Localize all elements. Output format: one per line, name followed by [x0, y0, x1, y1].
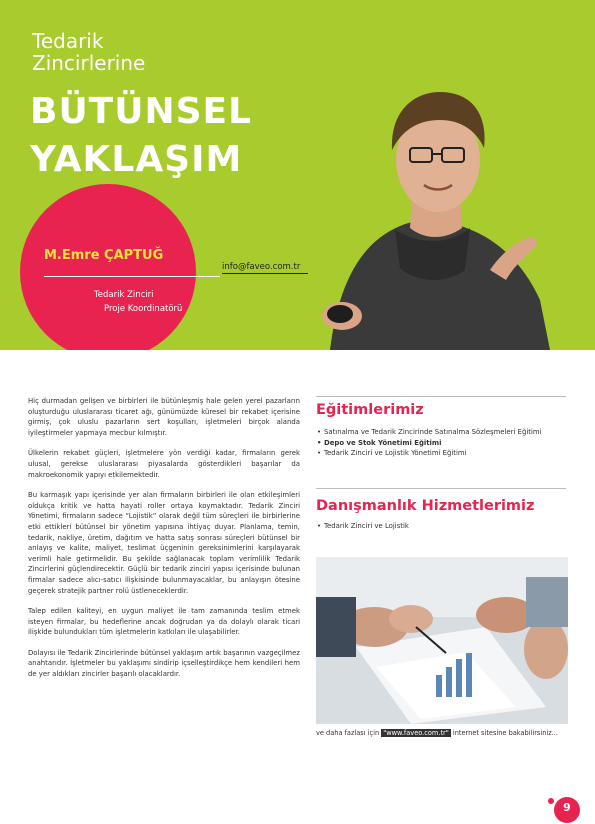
author-divider: [44, 276, 220, 277]
sidebar-top-divider: [316, 396, 566, 397]
article-paragraph: Dolayısı ile Tedarik Zincirlerinde bütünsel yaklaşım artık başarının vazgeçilmez anahtarıdır. İşletmeler bu yaklaşımı sindirip içselleştirdikçe hem kendileri hem de yer aldıkları zincirler başarılı olacaklardır.: [28, 648, 300, 679]
author-email[interactable]: info@faveo.com.tr: [222, 262, 301, 272]
author-photo: [300, 70, 560, 350]
role-line-1: Tedarik Zinciri: [94, 290, 154, 300]
more-info-prefix: ve daha fazlası için: [316, 729, 380, 737]
meeting-photo: [316, 557, 568, 724]
author-circle: [20, 184, 196, 350]
training-item[interactable]: • Depo ve Stok Yönetimi Eğitimi: [324, 439, 560, 449]
role-line-2: Proje Koordinatörü: [104, 304, 183, 314]
consulting-item[interactable]: • Tedarik Zinciri ve Lojistik: [324, 522, 560, 532]
article-paragraph: Ülkelerin rekabet güçleri, işletmelere yön verdiği kadar, firmaların gerek ulusal, gerekse uluslararası piyasalarda gösterdikleri başarılar da makroekonomik yapıyı etkilemektedir.: [28, 449, 300, 479]
training-item[interactable]: • Satınalma ve Tedarik Zincirinde Satınalma Sözleşmeleri Eğitimi: [324, 428, 560, 438]
title-line-1: BÜTÜNSEL: [30, 91, 253, 132]
training-item[interactable]: • Tedarik Zinciri ve Lojistik Yönetimi Eğitimi: [324, 449, 560, 459]
website-link[interactable]: "www.faveo.com.tr": [383, 729, 449, 737]
supertitle-line-1: Tedarik: [32, 29, 104, 53]
sidebar-mid-divider: [316, 488, 566, 489]
article-body: [28, 396, 300, 690]
email-underline: [222, 273, 308, 274]
author-name: M.Emre ÇAPTUĞ: [44, 248, 164, 263]
supertitle-line-2: Zincirlerine: [32, 51, 146, 75]
article-paragraph: Hiç durmadan gelişen ve birbirleri ile bütünleşmiş hale gelen yerel pazarların oluşturduğu uluslararası ticaret ağı, günümüzde küresel bir rekabet içerisine girmiş, çok uluslu pazarların sert koşulları, işletmeleri birçok alanda iyileştirmeler yapmaya mecbur kılmıştır.: [28, 397, 300, 437]
page-title: [30, 88, 252, 184]
more-info-line: [316, 729, 558, 737]
author-role: [94, 288, 182, 316]
title-line-2: YAKLAŞIM: [30, 139, 243, 180]
trainings-title: Eğitimlerimiz: [316, 402, 424, 418]
article-paragraph: Bu karmaşık yapı içerisinde yer alan firmaların birbirleri ile olan etkileşimleri oldukça kritik ve hatta hayati roller ortaya koymaktadır. Tedarik Zinciri Yönetimi, firmaların sadece “Lojistik” olarak değil tüm süreçleri ile birbirlerine etki ettikleri bütünsel bir yönetim yapısına ihtiyaç duyar. Planlama, temin, tedarik, nakliye, üretim, dağıtım ve hatta satış sonrası süreçleri bütünsel bir anlayış ve kalite, maliyet, teslimat üçgeninin gereksinimlerini karşılayarak verimli hale getirmelidir. Bu şekilde sağlanacak toplam verimlilik Tedarik Zincirlerini güçlendirecektir. Güçlü bir tedarik zinciri yapısı içerisinde bulunan firmalar sadece alıcı-satıcı ilişkisinde bulunmayacaklar, bu anlayışın ötesine geçerek stratejik partner rolü üstleneceklerdir.: [28, 491, 300, 595]
article-paragraph: Talep edilen kaliteyi, en uygun maliyet ile tam zamanında teslim etmek isteyen firmalar, bu hedeflerine ancak doğrudan ya da dolaylı olarak ticari ilişkide bulundukları tüm işletmelerin katkıları ile ulaşabilirler.: [28, 607, 300, 637]
header-band: [0, 0, 595, 350]
consulting-list: [316, 522, 560, 533]
supertitle: [32, 30, 145, 74]
consulting-title: Danışmanlık Hizmetlerimiz: [316, 498, 535, 514]
page-number: 9: [563, 801, 571, 814]
more-info-suffix: internet sitesine bakabilirsiniz...: [452, 729, 558, 737]
trainings-list: [316, 428, 560, 460]
